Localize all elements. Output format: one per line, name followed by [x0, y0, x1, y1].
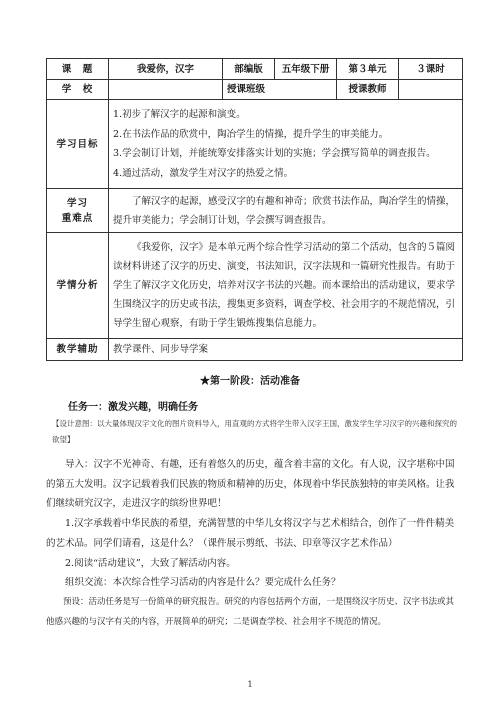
paragraph: 1.汉字承载着中华民族的希望，充满智慧的中华儿女将汉字与艺术相结合，创作了一件件精美的艺术品。同学们请看，这是什么？（课件展示剪纸、书法、印章等汉字艺术作品）: [46, 518, 455, 549]
goal-item: 1.初步了解汉字的起源和演变。: [113, 109, 246, 120]
goals-label: 学习目标: [47, 100, 109, 189]
edition-value: 部编版: [223, 59, 275, 80]
preview-note: 预设：活动任务是写一份简单的研究报告。研究的内容包括两个方面，一是围绕汉字历史、汉字书法或其他感兴趣的与汉字有关的内容，开展简单的研究；二是调查学校、社会用字不规范的情况。: [46, 596, 455, 627]
task-title: 任务一：激发兴趣，明确任务: [68, 402, 198, 413]
design-note: 【设计意图：以大量体现汉字文化的图片资料导入，用直观的方式将学生带入汉字王国，激发学生学习汉字的兴趣和探究的欲望】: [52, 419, 457, 444]
course-label: 课 题: [47, 59, 109, 80]
analysis-label: 学情分析: [47, 233, 109, 339]
teacher-value: [399, 80, 463, 100]
analysis-text: 《我爱你，汉字》是本单元两个综合性学习活动的第二个活动，包含的５篇阅读材料讲述了汉字的历史、演变，书法知识，汉字法规和一篇研究性报告。有助于学生了解汉字文化历史，培养对汉字书法的兴趣。而本课给出的活动建议，要求学生围绕汉字的历史或书法，搜集更多资料，调查学校、社会用字的不规范情况，引导学生留心观察，有助于学生锻炼搜集信息能力。: [109, 233, 463, 339]
goal-item: 2.在书法作品的欣赏中，陶冶学生的情操，提升学生的审美能力。: [113, 128, 389, 140]
school-label: 学 校: [47, 80, 109, 100]
stage-title: ★第一阶段：活动准备: [200, 376, 300, 387]
unit-value: 第３单元: [337, 59, 399, 80]
course-value: 我爱你，汉字: [109, 59, 223, 80]
key-points-label-line2: 重难点: [61, 212, 94, 224]
key-points-label-line1: 学习: [66, 197, 88, 209]
paragraph: 2.阅读“活动建议”，大致了解活动内容。: [65, 557, 236, 569]
page-number: 1: [247, 680, 253, 689]
paragraph: 组织交流：本次综合性学习活动的内容是什么？要完成什么任务？: [65, 577, 341, 589]
lesson-plan-table: [46, 58, 463, 361]
school-value: [109, 80, 223, 100]
grade-value: 五年级下册: [275, 59, 337, 80]
class-label: 授课班级: [223, 80, 337, 100]
teacher-label: 授课教师: [337, 80, 399, 100]
goal-item: 4.通过活动，激发学生对汉字的热爱之情。: [113, 167, 294, 179]
paragraph: 导入：汉字不光神奇、有趣，还有着悠久的历史，蕴含着丰富的文化。有人说，汉字堪称中国的第五大发明。汉字记载着我们民族的物质和精神的历史，体现着中华民族独特的审美风格。让我们继续研究汉字，走进汉字的缤纷世界吧！: [46, 459, 455, 510]
aids-label: 教学辅助: [47, 339, 109, 361]
goals-cell: [109, 100, 463, 189]
body-text: [46, 455, 462, 632]
key-points-text: 了解汉字的起源，感受汉字的有趣和神奇；欣赏书法作品，陶冶学生的情操，提升审美能力；学会制订计划，学会撰写调查报告。: [109, 189, 463, 233]
aids-text: 教学课件、同步导学案: [109, 339, 463, 361]
goal-item: 3.学会制订计划，并能统筹安排落实计划的实施；学会撰写简单的调查报告。: [113, 148, 436, 159]
hours-value: ３课时: [399, 59, 463, 80]
key-points-label: [47, 189, 109, 233]
